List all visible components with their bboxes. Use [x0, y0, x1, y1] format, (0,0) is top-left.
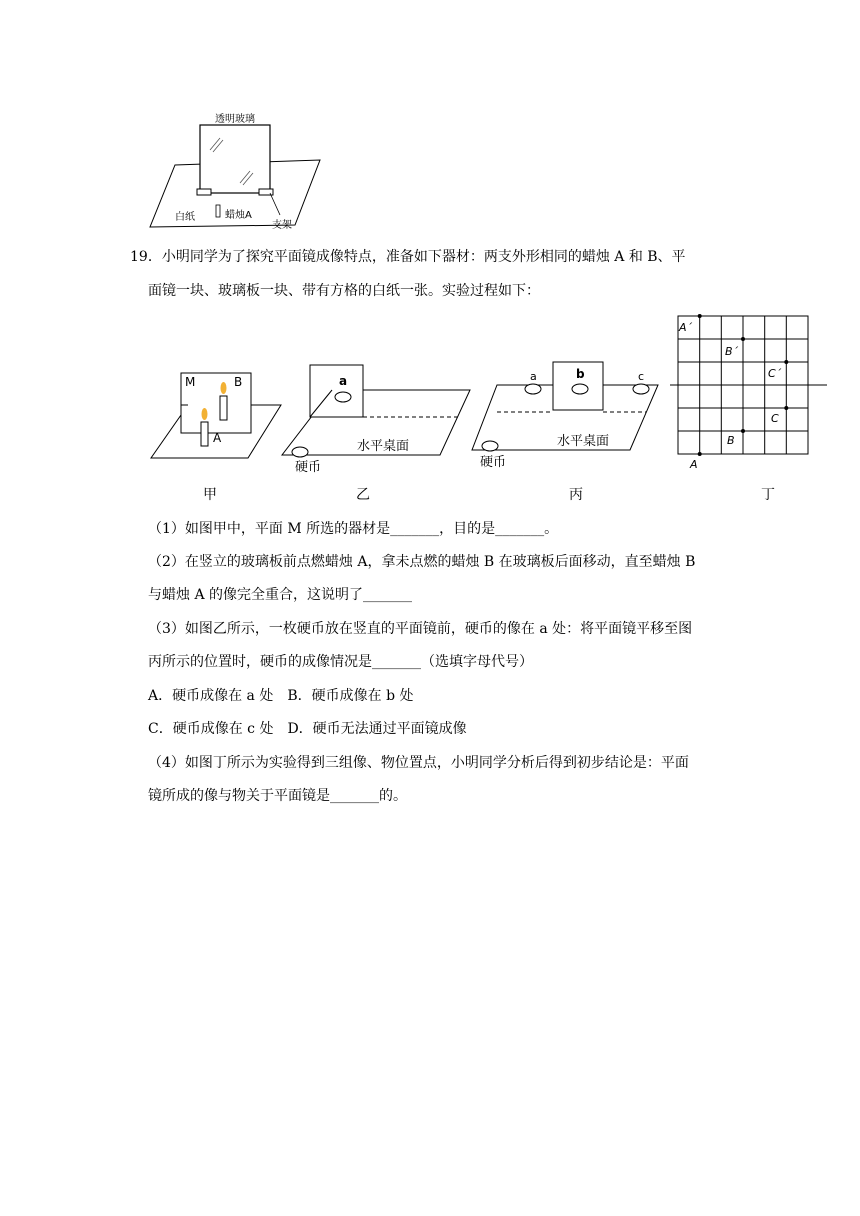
question-1: （1）如图甲中，平面 M 所选的器材是_______，目的是_______。: [148, 521, 559, 537]
caption-jia: 甲: [203, 487, 217, 503]
label-c-prime: C´: [768, 367, 782, 380]
label-c: c: [638, 370, 645, 383]
question-intro-line-1: 19．小明同学为了探究平面镜成像特点，准备如下器材：两支外形相同的蜡烛 A 和 B、平: [130, 249, 686, 265]
figure-ding-grid: [665, 310, 830, 475]
label-a-prime: A´: [679, 321, 693, 334]
label-a: A: [690, 458, 698, 471]
question-4-line-2: 镜所成的像与物关于平面镜是_______的。: [148, 788, 407, 804]
question-3-line-1: （3）如图乙所示，一枚硬币放在竖直的平面镜前，硬币的像在 a 处：将平面镜平移至图: [148, 621, 693, 637]
figure-yi: [280, 362, 475, 477]
point-b: [741, 429, 745, 433]
question-4-line-1: （4）如图丁所示为实验得到三组像、物位置点，小明同学分析后得到初步结论是：平面: [148, 755, 689, 771]
caption-bing: 丙: [569, 487, 583, 503]
question-3-line-2: 丙所示的位置时，硬币的成像情况是_______（选填字母代号）: [148, 654, 533, 670]
option-a-b: A．硬币成像在 a 处 B．硬币成像在 b 处: [148, 688, 414, 704]
point-c: [784, 406, 788, 410]
stand-label: 支架: [272, 220, 292, 231]
candle-a-label: A: [213, 431, 222, 445]
plane-m-label: M: [185, 375, 196, 389]
option-c-d: C．硬币成像在 c 处 D．硬币无法通过平面镜成像: [148, 721, 467, 737]
label-a: a: [530, 370, 537, 383]
caption-ding: 丁: [761, 487, 775, 503]
point-a-prime: [698, 314, 702, 318]
image-a-label: a: [339, 374, 348, 388]
candle-b-label: B: [234, 375, 243, 389]
question-2-line-2: 与蜡烛 A 的像完全重合，这说明了_______: [148, 587, 413, 603]
question-2-line-1: （2）在竖立的玻璃板前点燃蜡烛 A，拿未点燃的蜡烛 B 在玻璃板后面移动，直至蜡烛 B: [148, 554, 696, 570]
figure-bing: [470, 360, 665, 475]
label-b-prime: B´: [725, 345, 739, 358]
caption-yi: 乙: [356, 487, 370, 503]
label-b: B: [727, 434, 735, 447]
label-b: b: [576, 367, 585, 381]
candle-label: 蜡烛A: [225, 210, 252, 221]
point-a: [698, 452, 702, 456]
table-label: 水平桌面: [557, 434, 610, 449]
paper-label: 白纸: [175, 212, 195, 223]
point-c-prime: [784, 360, 788, 364]
question-intro-line-2: 面镜一块、玻璃板一块、带有方格的白纸一张。实验过程如下：: [148, 283, 540, 299]
figure-jia: [148, 368, 288, 463]
label-c: C: [771, 412, 779, 425]
glass-label: 透明玻璃: [215, 114, 255, 125]
glass-plate-apparatus-figure: [145, 105, 335, 235]
point-b-prime: [741, 337, 745, 341]
coin-label: 硬币: [295, 460, 322, 475]
coin-label: 硬币: [480, 455, 507, 470]
table-label: 水平桌面: [357, 439, 410, 454]
